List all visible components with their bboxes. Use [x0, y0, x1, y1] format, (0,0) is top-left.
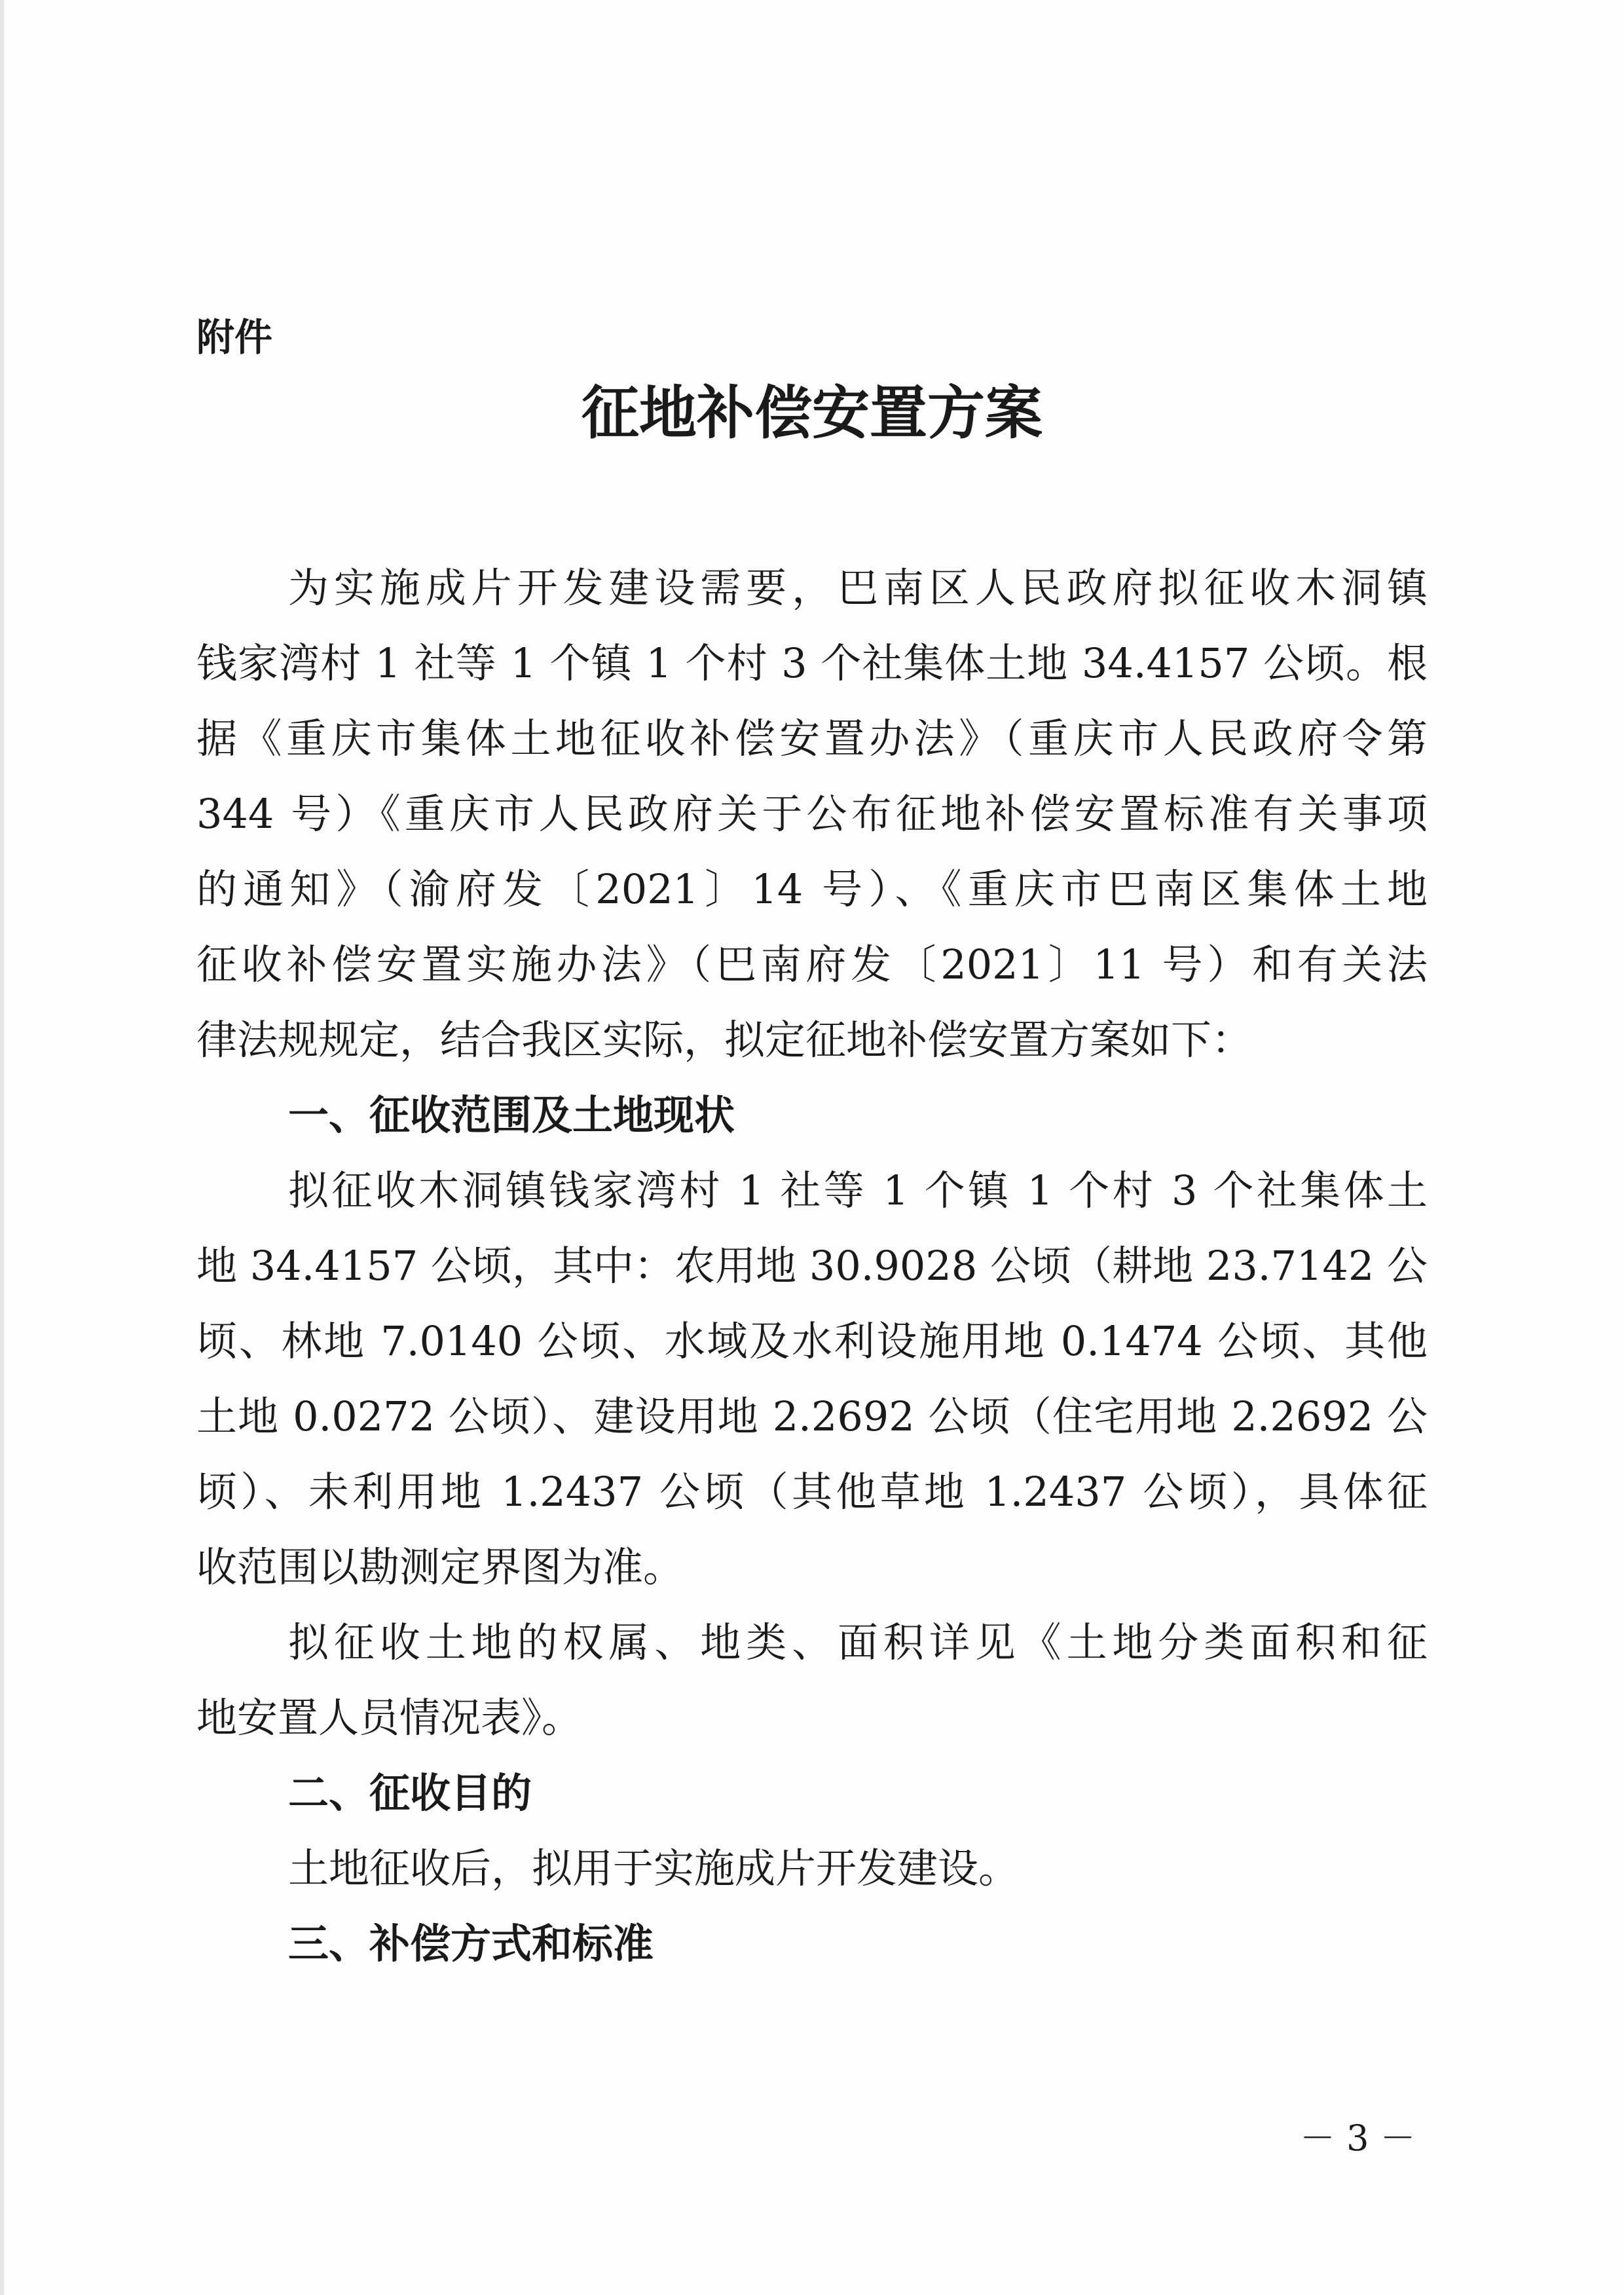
preamble-line: 据《重庆市集体土地征收补偿安置办法》（重庆市人民政府令第 — [196, 715, 1428, 762]
section-heading: 二、征收目的 — [288, 1769, 532, 1817]
section1-line: 土地 0.0272 公顷）、建设用地 2.2692 公顷（住宅用地 2.2692 公 — [196, 1392, 1428, 1440]
section-heading: 三、补偿方式和标准 — [288, 1920, 654, 1968]
preamble-line: 的通知》（渝府发〔2021〕14 号）、《重庆市巴南区集体土地 — [196, 865, 1428, 913]
section2-text: 土地征收后，拟用于实施成片开发建设。 — [288, 1844, 1020, 1892]
attachment-label: 附件 — [196, 315, 273, 360]
section1-line: 收范围以勘测定界图为准。 — [196, 1543, 684, 1591]
section1-line: 顷）、未利用地 1.2437 公顷（其他草地 1.2437 公顷），具体征 — [196, 1468, 1428, 1516]
preamble-line: 344 号）《重庆市人民政府关于公布征地补偿安置标准有关事项 — [196, 790, 1428, 838]
preamble-line: 律法规规定，结合我区实际，拟定征地补偿安置方案如下： — [196, 1016, 1253, 1064]
section1-line: 地 34.4157 公顷，其中：农用地 30.9028 公顷（耕地 23.7142 公 — [196, 1242, 1428, 1290]
scan-edge — [0, 0, 4, 2295]
preamble-line: 钱家湾村 1 社等 1 个镇 1 个村 3 个社集体土地 34.4157 公顷。根 — [196, 639, 1428, 687]
section-heading: 一、征收范围及土地现状 — [288, 1091, 735, 1139]
section1-line: 地安置人员情况表》。 — [196, 1694, 583, 1742]
section1-line: 顷、林地 7.0140 公顷、水域及水利设施用地 0.1474 公顷、其他 — [196, 1317, 1428, 1365]
page-number: － 3 － — [1300, 2118, 1416, 2159]
preamble-line: 为实施成片开发建设需要，巴南区人民政府拟征收木洞镇 — [288, 564, 1428, 612]
preamble-line: 征收补偿安置实施办法》（巴南府发〔2021〕11 号）和有关法 — [196, 941, 1428, 988]
section1-line: 拟征收土地的权属、地类、面积详见《土地分类面积和征 — [288, 1618, 1428, 1666]
document-title: 征地补偿安置方案 — [581, 379, 1043, 447]
section1-line: 拟征收木洞镇钱家湾村 1 社等 1 个镇 1 个村 3 个社集体土 — [288, 1166, 1428, 1214]
